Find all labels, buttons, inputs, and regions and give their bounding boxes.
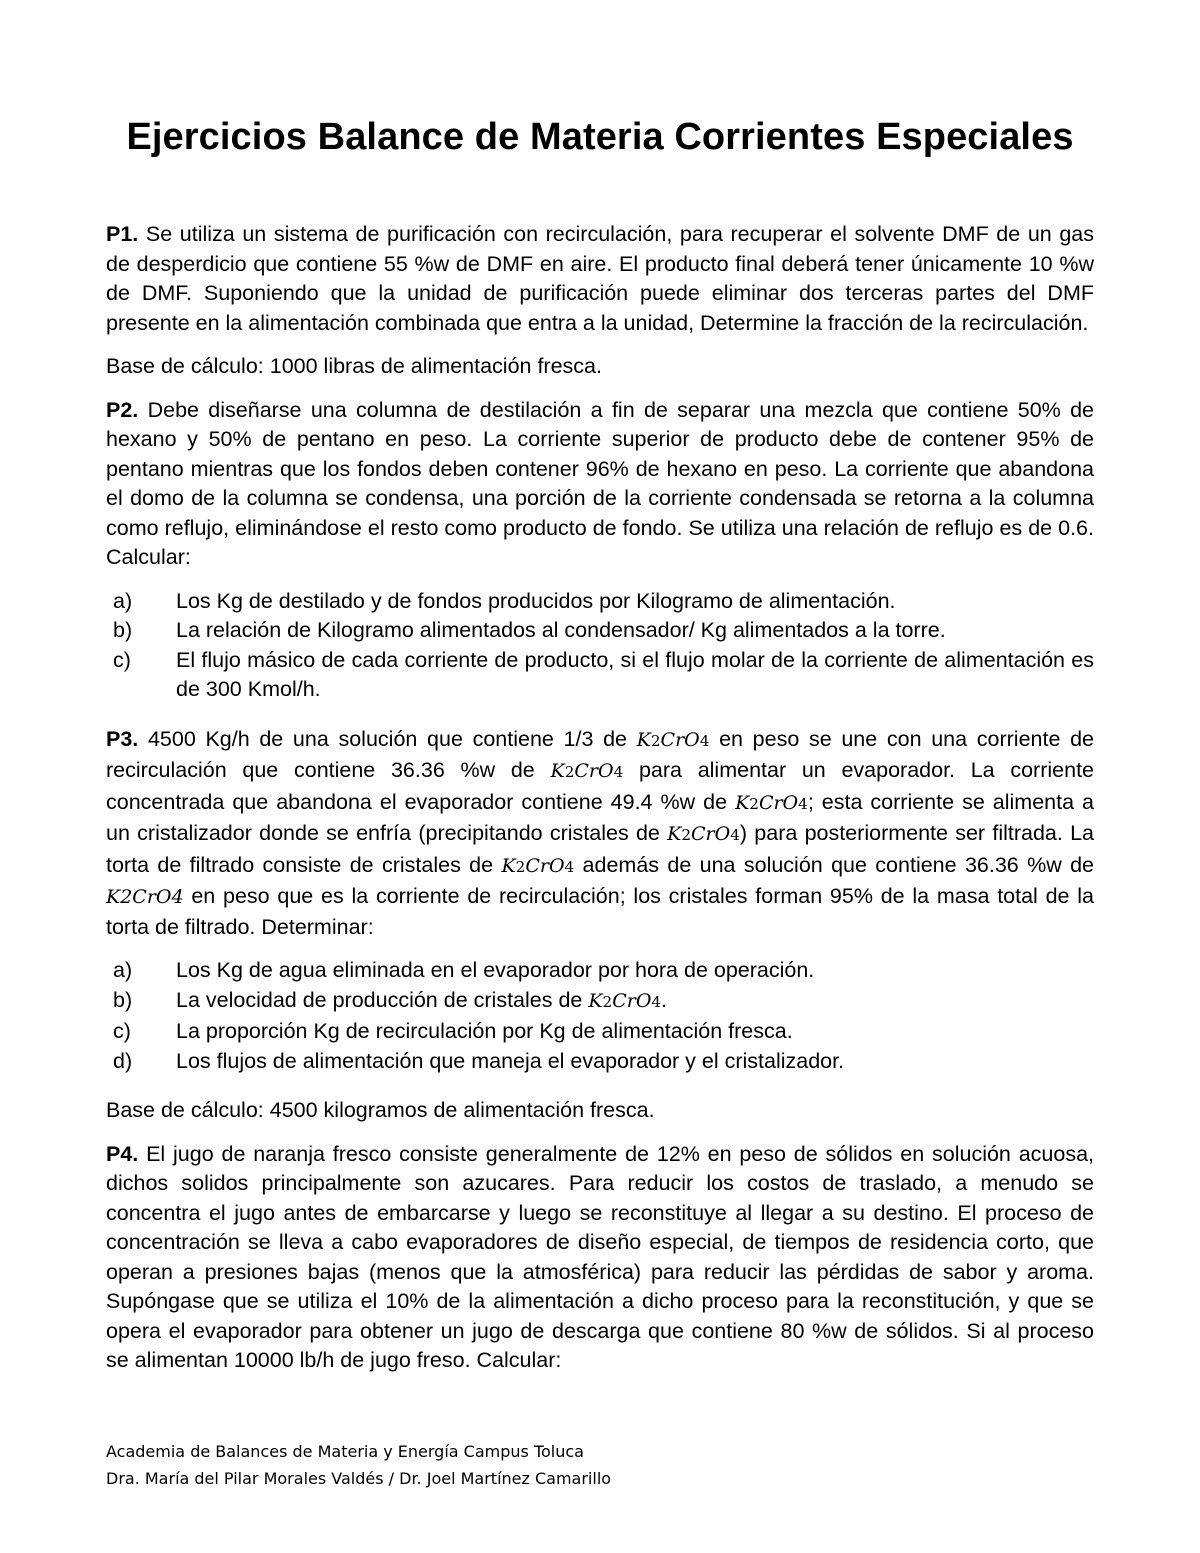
formula-sub: 4: [613, 763, 624, 781]
list-item-text: El flujo másico de cada corriente de producto, si el flujo molar de la corriente de alimentación es de 300 Kmol/h.: [176, 647, 1094, 701]
formula-cro: CrO: [574, 760, 614, 782]
formula-k: K: [735, 791, 750, 814]
formula-sub: 4: [564, 857, 575, 876]
list-item: [106, 646, 1094, 705]
problem-1-statement: Se utiliza un sistema de purificación con recirculación, para recuperar el solvente DMF de un gas de desperdicio que contiene 55 %w de DMF en aire. El producto final deberá tener únicamente 10 %w de DMF. Suponiendo que la unidad de purificación puede eliminar dos terceras partes del DMF presente en la alimentación combinada que entra a la unidad, Determine la fracción de la recirculación.: [106, 222, 1094, 335]
chemical-formula: [735, 792, 808, 814]
formula-cro: CrO: [691, 823, 731, 845]
list-item: [106, 616, 1094, 646]
footer-line-1: Academia de Balances de Materia y Energía Campus Toluca: [106, 1442, 584, 1461]
chemical-formula-flat: K2CrO4: [106, 886, 184, 908]
list-item: [106, 1047, 1094, 1077]
list-item: [106, 956, 1094, 986]
problem-4-text: [106, 1140, 1094, 1376]
problem-3-segment: ; esta corriente se alimenta a un cristalizador donde se enfría (precipitando cristales de: [106, 789, 1094, 845]
formula-sub: 2: [515, 857, 526, 876]
list-item-suffix: .: [661, 987, 668, 1012]
list-item-letter: a): [113, 958, 133, 982]
problem-4-label: P4.: [106, 1141, 139, 1166]
formula-sub: 4: [798, 794, 808, 813]
list-item-letter: b): [113, 618, 133, 642]
formula-k: K: [667, 823, 682, 845]
formula-cro: CrO: [758, 791, 799, 814]
formula-sub: 4: [651, 992, 662, 1011]
list-item-text: La velocidad de producción de cristales de: [176, 987, 589, 1012]
formula-k: K: [550, 760, 565, 782]
problem-3-segment: en peso que es la corriente de recirculación; los cristales forman 95% de la masa total de la torta de filtrado. Determinar:: [106, 884, 1094, 939]
list-item: [106, 1017, 1094, 1047]
list-item-letter: b): [113, 987, 133, 1012]
chemical-formula: [550, 760, 623, 782]
chemical-formula: [588, 990, 661, 1012]
formula-sub: 2: [650, 731, 661, 750]
problem-2-statement: Debe diseñarse una columna de destilación a fin de separar una mezcla que contiene 50% de hexano y 50% de pentano en peso. La corriente superior de producto debe de contener 95% de pentano mientras que los fondos deben contener 96% de hexano en peso. La corriente que abandona el domo de la columna se condensa, una porción de la corriente condensada se retorna a la columna como reflujo, eliminándose el resto como producto de fondo. Se utiliza una relación de reflujo es de 0.6. Calcular:: [106, 397, 1094, 569]
problem-3-segment: además de una solución que contiene 36.36 %w de: [574, 852, 1094, 877]
problem-3-segment: ) para posteriormente ser filtrada. La torta de filtrado consiste de cristales de: [106, 821, 1095, 877]
formula-sub: 4: [699, 731, 710, 750]
document-body: [106, 220, 1094, 1376]
problem-3-base: Base de cálculo: 4500 kilogramos de alimentación fresca.: [106, 1098, 655, 1122]
list-item-letter: d): [113, 1048, 133, 1073]
problem-3-segment: en peso se une con una corriente de recirculación que contiene 36.36 %w de: [106, 726, 1094, 782]
chemical-formula: [637, 729, 710, 751]
list-item-letter: c): [113, 1019, 131, 1043]
problem-3-segment: para alimentar un evaporador. La corriente concentrada que abandona el evaporador contiene 49.4 %w de: [106, 758, 1094, 814]
problem-4-statement: El jugo de naranja fresco consiste generalmente de 12% en peso de sólidos en solución acuosa, dichos solidos principalmente son azucares. Para reducir los costos de traslado, a menudo se concentra el jugo antes de embarcarse y luego se reconstituye al llegar a su destino. El proceso de concentración se lleva a cabo evaporadores de diseño especial, de tiempos de residencia corto, que operan a presiones bajas (menos que la atmosférica) para reducir las pérdidas de sabor y aroma. Supóngase que se utiliza el 10% de la alimentación a dicho proceso para la reconstitución, y que se opera el evaporador para obtener un jugo de descarga que contiene 80 %w de sólidos. Si al proceso se alimentan 10000 lb/h de jugo freso. Calcular:: [106, 1141, 1094, 1372]
problem-3-segment: 4500 Kg/h de una solución que contiene 1/3 de: [138, 726, 637, 751]
page-footer: [106, 1438, 611, 1492]
formula-sub: 2: [749, 794, 759, 813]
problem-2-list: [106, 587, 1094, 705]
problem-3-text: [106, 725, 1094, 943]
problem-2-text: [106, 396, 1094, 573]
problem-2-label: P2.: [106, 397, 139, 422]
list-item: [106, 986, 1094, 1018]
problem-3-list: [106, 956, 1094, 1076]
document-title: Ejercicios Balance de Materia Corrientes Especiales: [126, 116, 1074, 158]
list-item-text: La proporción Kg de recirculación por Kg de alimentación fresca.: [176, 1019, 793, 1043]
list-item-text: Los Kg de agua eliminada en el evaporador por hora de operación.: [176, 958, 815, 982]
formula-sub: 4: [730, 826, 740, 844]
formula-cro: CrO: [612, 989, 652, 1012]
chemical-formula: [667, 823, 740, 845]
list-item-letter: a): [113, 588, 133, 613]
formula-k: K: [636, 728, 651, 751]
chemical-formula: [501, 855, 574, 877]
list-item-text: Los flujos de alimentación que maneja el evaporador y el cristalizador.: [176, 1048, 845, 1073]
list-item-letter: c): [113, 647, 131, 672]
formula-cro: CrO: [525, 854, 565, 877]
problem-3-label: P3.: [106, 726, 139, 751]
formula-k: K: [501, 854, 516, 877]
formula-sub: 2: [602, 992, 613, 1011]
formula-k: K: [588, 989, 603, 1012]
list-item: [106, 587, 1094, 617]
list-item-text: La relación de Kilogramo alimentados al condensador/ Kg alimentados a la torre.: [176, 618, 946, 642]
list-item-text: Los Kg de destilado y de fondos producidos por Kilogramo de alimentación.: [176, 588, 896, 613]
problem-1-text: [106, 220, 1094, 338]
formula-sub: 2: [564, 763, 575, 781]
footer-line-2: Dra. María del Pilar Morales Valdés / Dr. Joel Martínez Camarillo: [106, 1469, 612, 1488]
formula-sub: 2: [681, 826, 692, 844]
problem-1-base: Base de cálculo: 1000 libras de alimentación fresca.: [106, 354, 602, 378]
problem-1-label: P1.: [106, 222, 139, 246]
formula-cro: CrO: [660, 728, 700, 751]
